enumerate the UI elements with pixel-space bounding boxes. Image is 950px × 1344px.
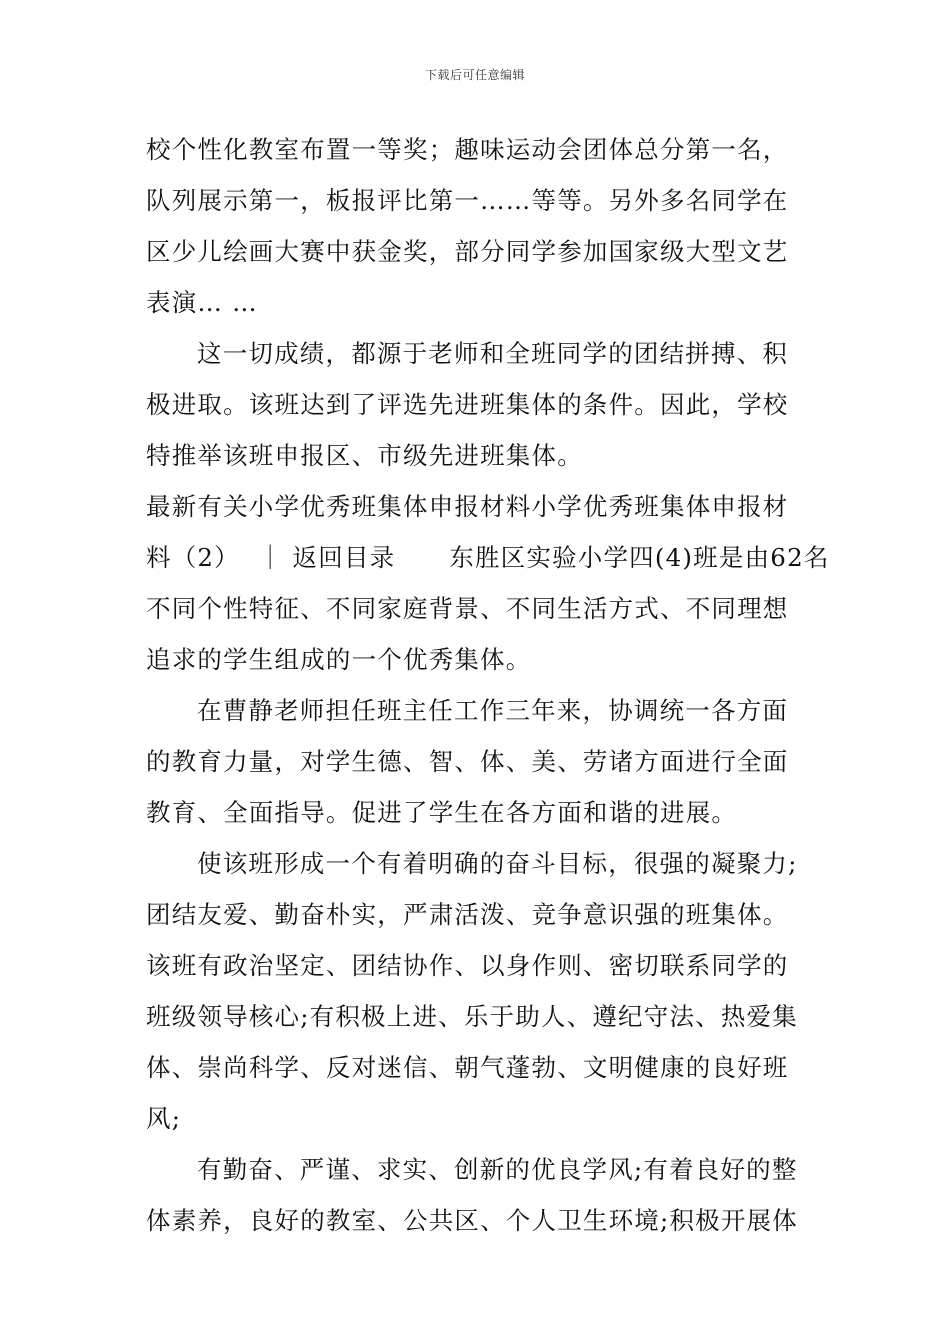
- paragraph: [146, 124, 810, 328]
- text-line: 在曹静老师担任班主任工作三年来，协调统一各方面: [197, 696, 789, 725]
- page-header: 下载后可任意编辑: [424, 68, 525, 82]
- text-line: 体、崇尚科学、反对迷信、朝气蓬勃、文明健康的良好班: [146, 1053, 789, 1082]
- text-line: 这一切成绩，都源于老师和全班同学的团结拼搏、积: [197, 339, 789, 368]
- text-line: 追求的学生组成的一个优秀集体。: [146, 645, 532, 674]
- text-line: 队列展示第一，板报评比第一……等等。另外多名同学在: [146, 186, 789, 215]
- paragraph: [146, 328, 810, 481]
- text-line: 区少儿绘画大赛中获金奖，部分同学参加国家级大型文艺: [146, 237, 789, 266]
- text-line: 特推举该班申报区、市级先进班集体。: [146, 441, 583, 470]
- text-line: 教育、全面指导。促进了学生在各方面和谐的进展。: [146, 798, 738, 827]
- text-line: 体素养，良好的教室、公共区、个人卫生环境;积极开展体: [146, 1206, 798, 1235]
- text-line: 极进取。该班达到了评选先进班集体的条件。因此，学校: [146, 390, 789, 419]
- text-line: 最新有关小学优秀班集体申报材料小学优秀班集体申报材: [146, 492, 789, 521]
- text-line: 该班有政治坚定、团结协作、以身作则、密切联系同学的: [146, 951, 789, 980]
- text-line: 团结友爱、勤奋朴实，严肃活泼、竞争意识强的班集体。: [146, 900, 789, 929]
- text-line: 风;: [146, 1104, 182, 1133]
- text-line: 料（2） ｜ 返回目录 东胜区实验小学四(4)班是由62名: [146, 543, 830, 572]
- text-line: 表演… …: [146, 288, 258, 317]
- text-line: 不同个性特征、不同家庭背景、不同生活方式、不同理想: [146, 594, 789, 623]
- text-line: 的教育力量，对学生德、智、体、美、劳诸方面进行全面: [146, 747, 789, 776]
- document-body: [146, 124, 830, 1246]
- text-line: 班级领导核心;有积极上进、乐于助人、遵纪守法、热爱集: [146, 1002, 798, 1031]
- text-line: 校个性化教室布置一等奖；趣味运动会团体总分第一名，: [146, 135, 789, 164]
- text-line: 有勤奋、严谨、求实、创新的优良学风;有着良好的整: [197, 1155, 798, 1184]
- text-line: 使该班形成一个有着明确的奋斗目标，很强的凝聚力;: [197, 849, 798, 878]
- paragraph: [146, 481, 830, 685]
- paragraph: [146, 1144, 810, 1246]
- paragraph: [146, 838, 810, 1144]
- paragraph: [146, 685, 810, 838]
